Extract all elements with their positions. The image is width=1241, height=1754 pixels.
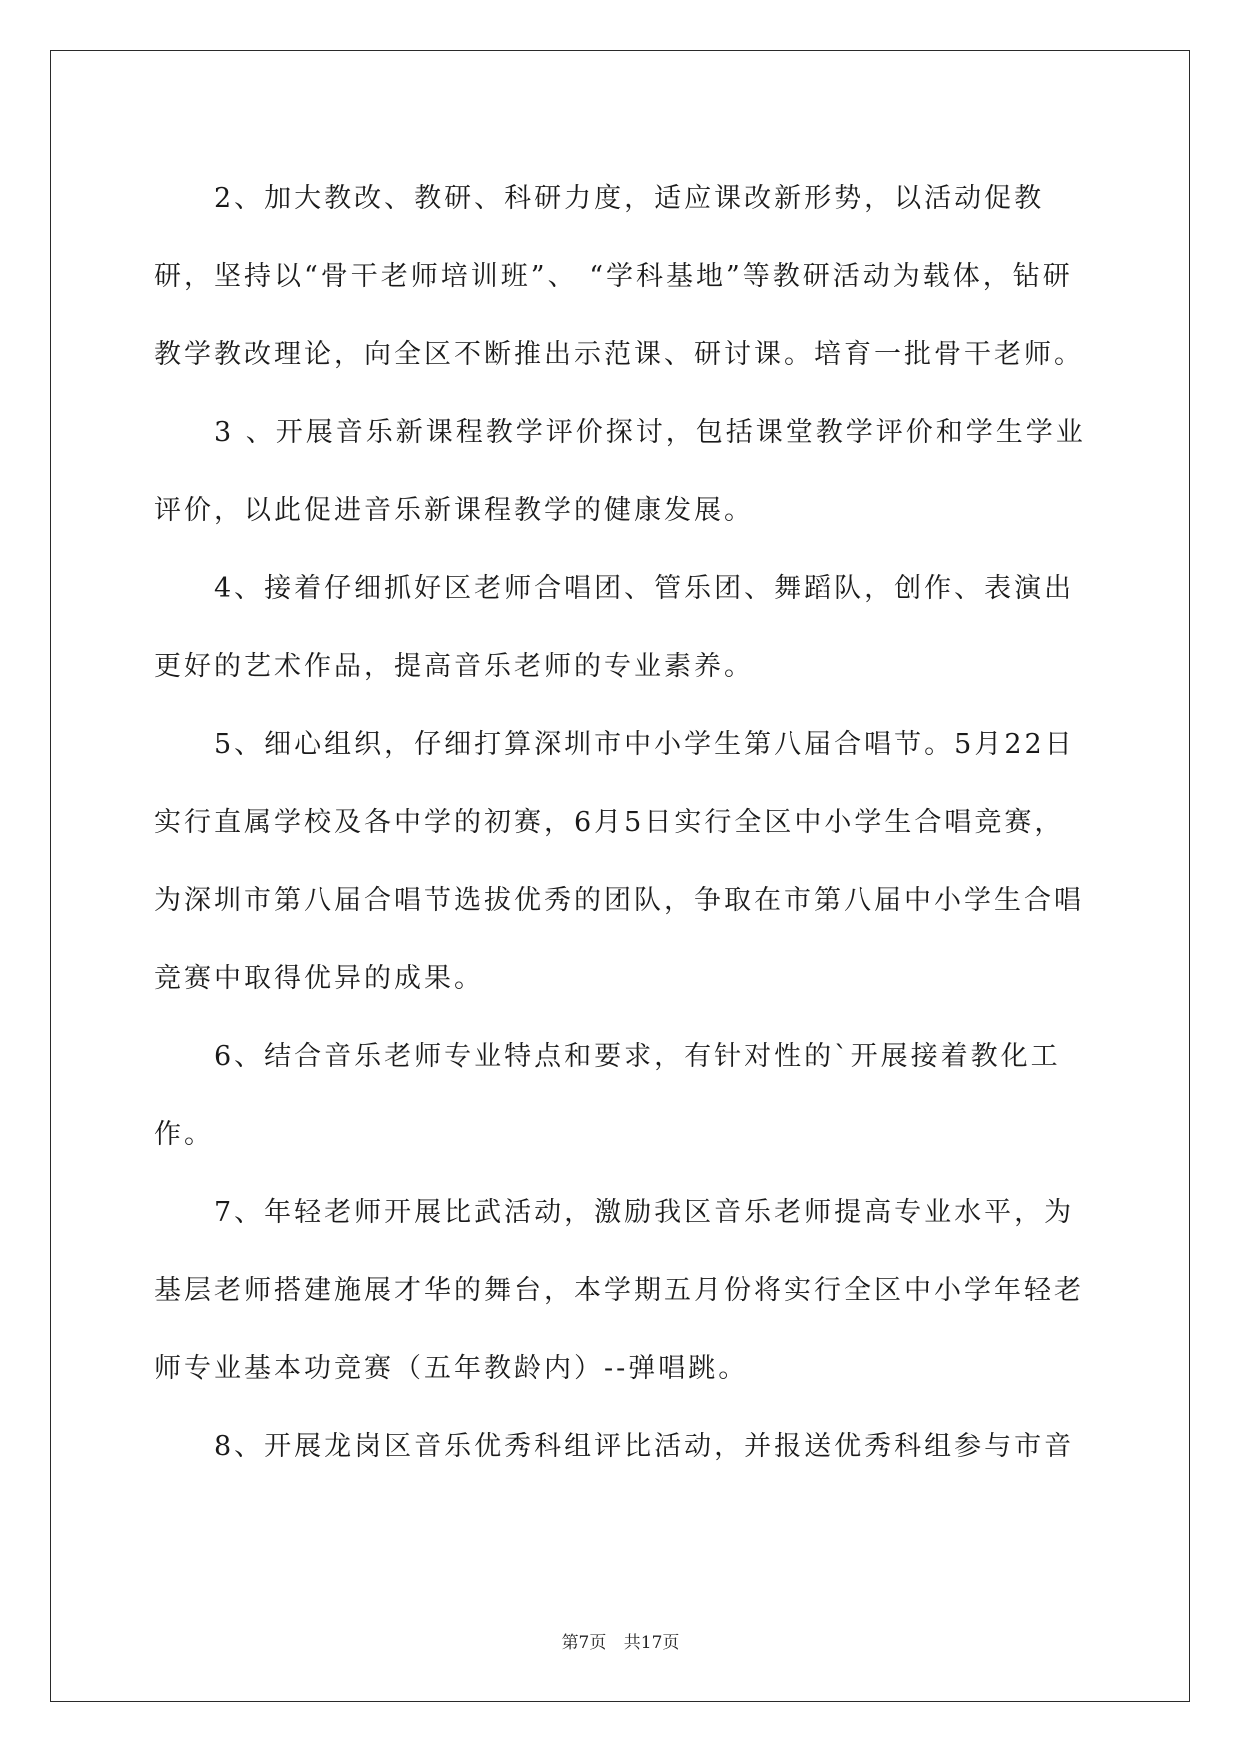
paragraph-4: 4、接着仔细抓好区老师合唱团、管乐团、舞蹈队，创作、表演出更好的艺术作品，提高音乐老师的专业素养。 xyxy=(154,573,1075,682)
page-footer xyxy=(0,1628,1241,1653)
paragraph-2: 2、加大教改、教研、科研力度，适应课改新形势，以活动促教研，坚持以“骨干老师培训班”、 “学科基地”等教研活动为载体，钻研教学教改理论，向全区不断推出示范课、研讨课。培育一批骨干老师。 xyxy=(154,183,1084,370)
document-body xyxy=(154,160,1094,1486)
paragraph-3: 3 、开展音乐新课程教学评价探讨，包括课堂教学评价和学生学业评价，以此促进音乐新课程教学的健康发展。 xyxy=(154,417,1086,526)
page-total: 共17页 xyxy=(623,1633,680,1653)
paragraph-5: 5、细心组织，仔细打算深圳市中小学生第八届合唱节。5月22日实行直属学校及各中学的初赛，6月5日实行全区中小学生合唱竞赛，为深圳市第八届合唱节选拔优秀的团队，争取在市第八届中小学生合唱竞赛中取得优异的成果。 xyxy=(154,729,1084,994)
paragraph-8: 8、开展龙岗区音乐优秀科组评比活动，并报送优秀科组参与市音 xyxy=(214,1431,1075,1462)
paragraph-6: 6、结合音乐老师专业特点和要求，有针对性的`开展接着教化工作。 xyxy=(154,1041,1061,1150)
page-number: 第7页 xyxy=(561,1633,607,1653)
paragraph-7: 7、年轻老师开展比武活动，激励我区音乐老师提高专业水平，为基层老师搭建施展才华的舞台，本学期五月份将实行全区中小学年轻老师专业基本功竞赛（五年教龄内）--弹唱跳。 xyxy=(154,1197,1084,1384)
